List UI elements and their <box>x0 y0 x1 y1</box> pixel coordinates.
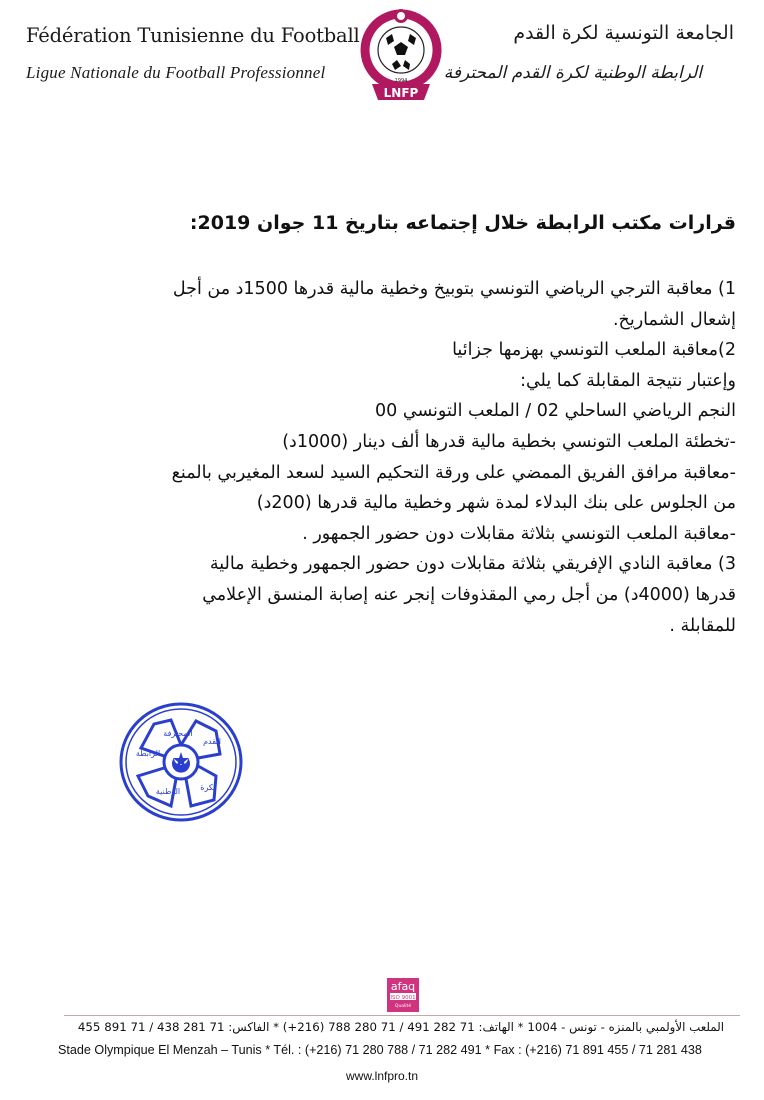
footer-address-french: Stade Olympique El Menzah – Tunis * Tél. : (+216) 71 280 788 / 71 282 491 * Fax : (+216) 71 891 455 / 71 281 438 <box>58 1043 702 1057</box>
decision-line: إشعال الشماريخ. <box>612 309 736 330</box>
decision-line: 2)معاقبة الملعب التونسي بهزمها جزائيا <box>452 340 736 361</box>
stamp-word: الرابطة <box>135 749 161 758</box>
decision-line: النجم الرياضي الساحلي 02 / الملعب التونسي 00 <box>375 401 736 422</box>
decision-line: قدرها (4000د) من أجل رمي المقذوفات إنجر عنه إصابة المنسق الإعلامي <box>202 584 736 605</box>
decision-line: -تخطئة الملعب التونسي بخطية مالية قدرها ألف دينار (1000د) <box>282 431 736 452</box>
federation-name-arabic: الجامعة التونسية لكرة القدم <box>513 22 734 44</box>
footer-divider <box>64 1015 740 1016</box>
league-name-arabic: الرابطة الوطنية لكرة القدم المحترفة <box>443 63 702 83</box>
logo-acronym: LNFP <box>383 86 419 100</box>
footer-address-arabic: الملعب الأولمبي بالمنزه - تونس - 1004 * الهاتف: 71 282 491 / 71 280 788 (216+) * الفاكس: 71 281 438 / 71 891 455 <box>77 1020 724 1034</box>
league-name-french: Ligue Nationale du Football Professionnel <box>26 63 326 82</box>
stamp-word: المحترفة <box>163 729 193 738</box>
decisions-body <box>76 274 736 641</box>
decision-line: 1) معاقبة الترجي الرياضي التونسي بتوبيخ وخطية مالية قدرها 1500د من أجل <box>172 279 736 299</box>
afaq-iso-9001-badge-icon <box>386 976 420 1014</box>
decision-line: 3) معاقبة النادي الإفريقي بثلاثة مقابلات دون حضور الجمهور وخطية مالية <box>209 554 736 575</box>
website-link[interactable]: www.lnfpro.tn <box>345 1069 419 1083</box>
decision-line: من الجلوس على بنك البدلاء لمدة شهر وخطية مالية قدرها (200د) <box>256 493 736 514</box>
afaq-brand: afaq <box>390 980 416 993</box>
decision-line: للمقابلة . <box>669 615 736 636</box>
federation-name-french: Fédération Tunisienne du Football <box>26 24 360 47</box>
stamp-word: لكرة <box>200 783 216 792</box>
league-stamp-icon <box>116 696 246 826</box>
document-title: قرارات مكتب الرابطة خلال إجتماعه بتاريخ 11 جوان 2019: <box>189 212 736 234</box>
lnfp-logo-icon <box>358 4 444 104</box>
stamp-word: القدم <box>203 737 221 746</box>
decision-line: وإعتبار نتيجة المقابلة كما يلي: <box>520 370 736 391</box>
afaq-label: Qualité <box>394 1004 412 1009</box>
decision-line: -معاقبة مرافق الفريق الممضي على ورقة التحكيم السيد لسعد المغيربي بالمنع <box>171 462 736 483</box>
stamp-word: الوطنية <box>155 787 181 796</box>
decision-line: -معاقبة الملعب التونسي بثلاثة مقابلات دون حضور الجمهور . <box>302 523 736 544</box>
logo-year: 1994 <box>394 78 408 84</box>
afaq-standard: ISO 9001 <box>390 995 416 1001</box>
